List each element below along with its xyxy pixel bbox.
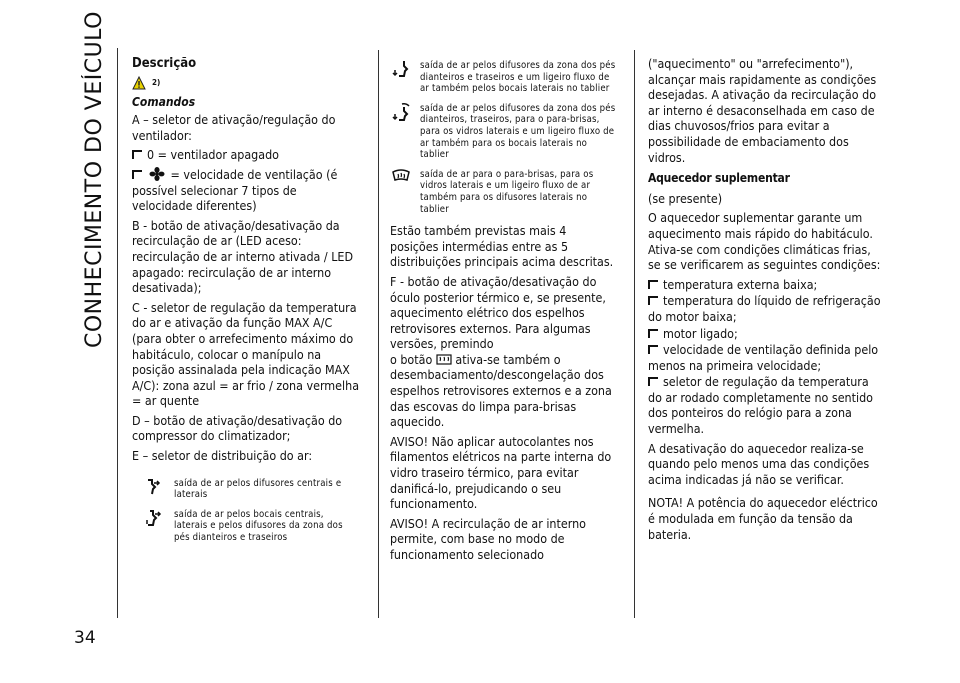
bullet-mark [648,280,658,289]
paragraph: A desativação do aquecedor realiza-se quando pelo menos uma das condições acima indicadas já não se verificar. [648,440,870,487]
distribution-list [132,478,360,544]
bullet-mark [648,296,658,305]
list-item [144,509,360,544]
paragraph: O aquecedor suplementar garante um aquecimento mais rápido do habitáculo. Ativa-se com condições climáticas frias, se se verificarem as seguintes condições: [648,210,881,273]
page-number: 34 [74,628,96,648]
feet-vent-icon [390,60,412,78]
bullet-mark [132,150,142,159]
paragraph: F - botão de ativação/desativação do óculo posterior térmico e, se presente, aquecimento elétrico dos espelhos retrovisores externos. Para algumas versões, premindo [390,273,606,352]
bullet-mark [648,377,658,386]
fan-icon [147,167,167,181]
column-3 [648,56,886,546]
condition-list [648,277,886,437]
paragraph: (se presente) [648,190,723,206]
list-item [390,169,618,215]
list-item [390,103,618,161]
paragraph-a: A – seletor de ativação/regulação do ventilador: [132,112,336,143]
bullet-item [648,277,886,293]
warning-triangle-icon [132,76,146,90]
paragraph-e: E – seletor de distribuição do ar: [132,448,313,464]
section-heading: Descrição [132,56,197,71]
list-item-text: saída de ar pelos bocais centrais, laterais e pelos difusores da zona dos pés dianteiros e traseiros [174,508,343,544]
list-item-text: saída de ar pelos difusores da zona dos pés dianteiros, traseiros, para o para-brisas, para os vidros laterais e um ligeiro fluxo de ar também para os bocais laterais no tablier [420,102,616,161]
list-item-text: saída de ar pelos difusores centrais e laterais [174,477,342,501]
paragraph-b: B - botão de ativação/desativação da recirculação de ar (LED aceso: recirculação de ar interno ativada / LED apagado: recirculação de ar interno desativada); [132,217,354,296]
list-item [390,60,618,95]
face-feet-vent-icon [144,509,166,527]
bullet-text: temperatura externa baixa; [663,276,818,292]
warning-reference [132,75,360,91]
windshield-defrost-icon [390,169,412,187]
bullet-item [132,147,360,163]
distribution-list [390,60,618,215]
paragraph-text: ativa-se também o desembaciamento/descongelação dos espelhos retrovisores externos e a zona das escovas do limpa para-brisas aquecido. [390,351,612,430]
bullet-mark [648,329,658,338]
warning-number: 2) [152,77,161,87]
bullet-item [648,326,886,342]
bullet-text: motor ligado; [663,325,738,341]
column-2 [390,56,618,567]
note-paragraph: NOTA! A potência do aquecedor eléctrico é modulada em função da tensão da bateria. [648,495,878,542]
bullet-item [648,293,886,324]
bullet-text: = velocidade de ventilação (é possível selecionar 7 tipos de velocidade diferentes) [132,166,338,214]
list-item [144,478,360,501]
bullet-item [132,167,360,214]
paragraph: Estão também previstas mais 4 posições intermédias entre as 5 distribuições principais acima descritas. [390,223,614,270]
bullet-item [648,374,886,436]
rear-defrost-icon [436,354,452,366]
paragraph: AVISO! Não aplicar autocolantes nos filamentos elétricos na parte interna do vidro traseiro térmico, para evitar danificá-lo, prejudicando o seu funcionamento. [390,433,612,512]
paragraph-c: C - seletor de regulação da temperatura do ar e ativação da função MAX A/C (para obter o arrefecimento máximo do habitáculo, colocar o manípulo na posição assinalada pela indicação MAX A/C): zona azul = ar frio / zona vermelha = ar quente [132,299,360,409]
list-item-text: saída de ar pelos difusores da zona dos pés dianteiros e traseiros e um ligeiro fluxo de ar também pelos bocais laterais no tablier [420,60,616,95]
subheading: Comandos [132,94,196,109]
feet-windshield-vent-icon [390,103,412,121]
face-vent-icon [144,478,166,496]
bullet-item [648,342,886,373]
bullet-mark [132,170,142,179]
paragraph-text: o botão [390,351,433,367]
paragraph [390,352,618,430]
section-heading: Aquecedor suplementar [648,171,790,186]
column-1 [132,56,360,552]
bullet-mark [648,345,658,354]
bullet-text: velocidade de ventilação definida pelo menos na primeira velocidade; [648,342,879,373]
paragraph: ("aquecimento" ou "arrefecimento"), alcançar mais rapidamente as condições desejadas. A ativação da recirculação do ar interno é desaconselhada em caso de dias chuvosos/frios para evitar a possibilidade de embaciamento dos vidros. [648,56,877,165]
side-divider [117,48,118,618]
list-item-text: saída de ar para o para-brisas, para os vidros laterais e um ligeiro fluxo de ar também para os difusores laterais no tablier [420,168,594,215]
paragraph-d: D – botão de ativação/desativação do compressor do climatizador; [132,412,343,444]
paragraph: AVISO! A recirculação de ar interno permite, com base no modo de funcionamento selecionado [390,515,586,562]
column-divider-1 [378,50,379,618]
bullet-text: 0 = ventilador apagado [147,147,279,163]
column-divider-2 [634,50,635,618]
bullet-text: temperatura do líquido de refrigeração do motor baixa; [648,293,881,324]
section-title: CONHECIMENTO DO VEÍCULO [82,11,107,348]
bullet-text: seletor de regulação da temperatura do ar rodado completamente no sentido dos ponteiros do relógio para a zona vermelha. [648,374,873,437]
